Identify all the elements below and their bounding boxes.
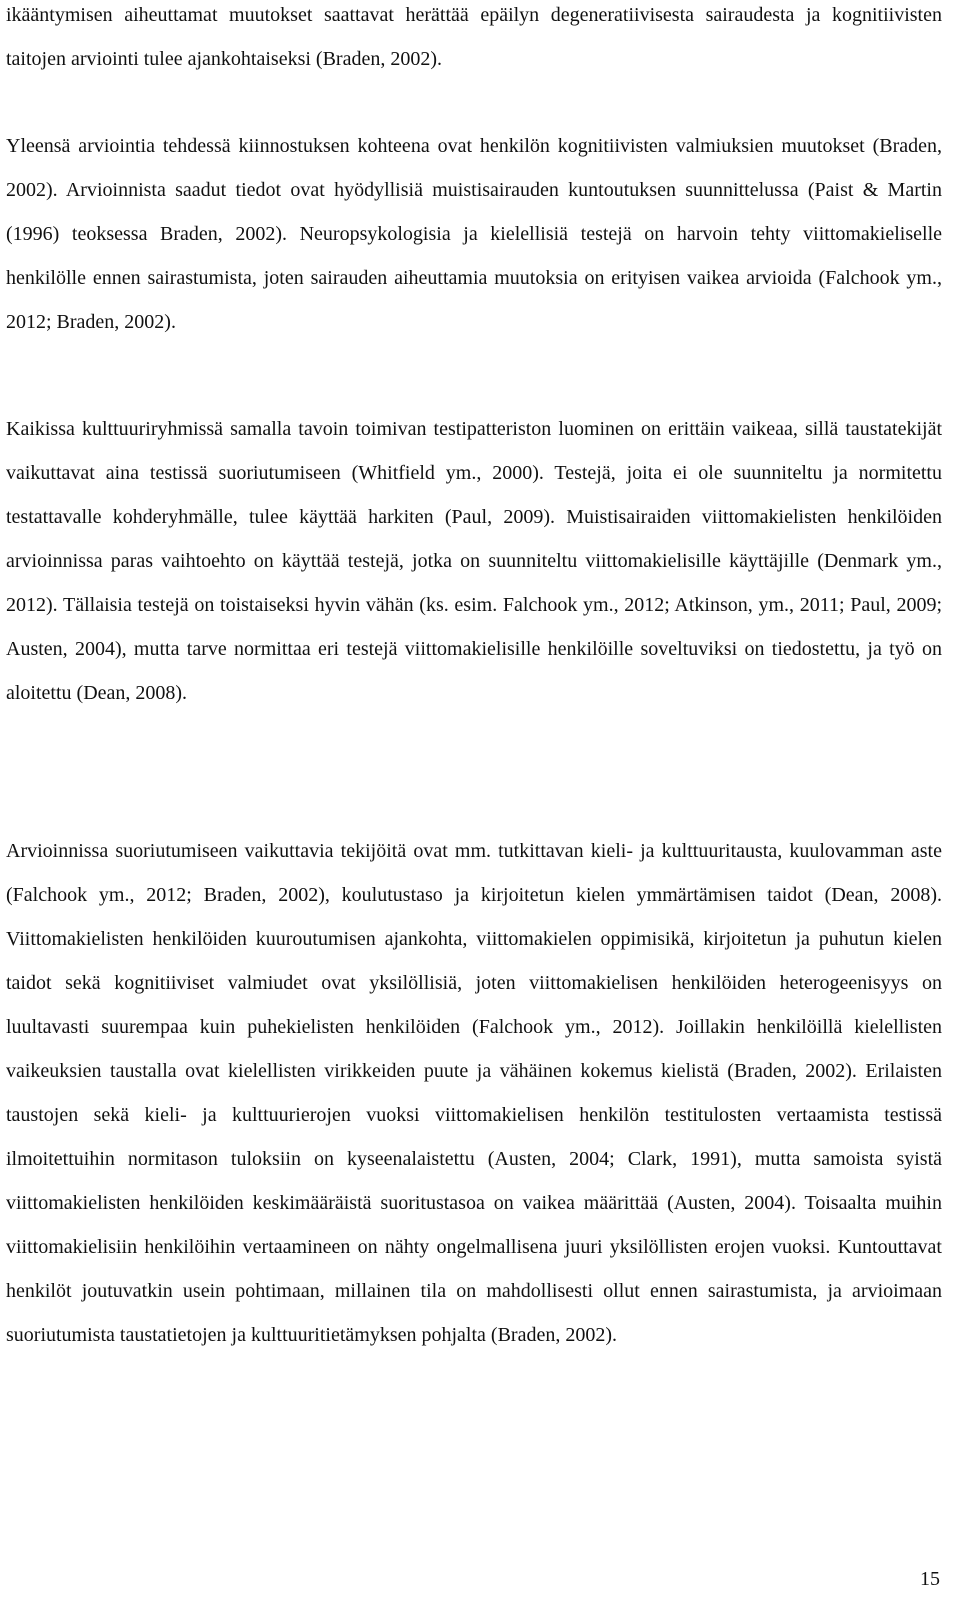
paragraph-4: Arvioinnissa suoriutumiseen vaikuttavia tekijöitä ovat mm. tutkittavan kieli- ja kulttuuritausta, kuulovamman aste (Falchook ym., 2012; Braden, 2002), koulutustaso ja kirjoitetun kielen ymmärtämisen taidot (Dean, 2008). Viittomakielisten henkilöiden kuuroutumisen ajankohta, viittomakielen oppimisikä, kirjoitetun ja puhutun kielen taidot sekä kognitiiviset valmiudet ovat yksilöllisiä, joten viittomakielisen henkilöiden heterogeenisyys on luultavasti suurempaa kuin puhekielisten henkilöiden (Falchook ym., 2012). Joillakin henkilöillä kielellisten vaikeuksien taustalla ovat kielellisten virikkeiden puute ja vähäinen kokemus kielistä (Braden, 2002). Erilaisten taustojen sekä kieli- ja kulttuurierojen vuoksi viittomakielisen henkilön testitulosten vertaamista testissä ilmoitettuihin normitason tuloksiin on kyseenalaistettu (Austen, 2004; Clark, 1991), mutta samoista syistä viittomakielisten henkilöiden keskimääräistä suoritustasoa on vaikea määrittää (Austen, 2004). Toisaalta muihin viittomakielisiin henkilöihin vertaamineen on nähty ongelmallisena juuri yksilöllisten erojen vuoksi. Kuntouttavat henkilöt joutuvatkin usein pohtimaan, millainen tila on mahdollisesti ollut ennen sairastumista, ja arvioimaan suoriutumista taustatietojen ja kulttuuritietämyksen pohjalta (Braden, 2002). bbox=[6, 840, 942, 1346]
paragraph-2: Yleensä arviointia tehdessä kiinnostuksen kohteena ovat henkilön kognitiivisten valmiuksien muutokset (Braden, 2002). Arvioinnista saadut tiedot ovat hyödyllisiä muistisairauden kuntoutuksen suunnittelussa (Paist & Martin (1996) teoksessa Braden, 2002). Neuropsykologisia ja kielellisiä testejä on harvoin tehty viittomakieliselle henkilölle ennen sairastumista, joten sairauden aiheuttamia muutoksia on erityisen vaikea arvioida (Falchook ym., 2012; Braden, 2002). bbox=[6, 135, 942, 333]
paragraph-3: Kaikissa kulttuuriryhmissä samalla tavoin toimivan testipatteriston luominen on erittäin vaikeaa, sillä taustatekijät vaikuttavat aina testissä suoriutumiseen (Whitfield ym., 2000). Testejä, joita ei ole suunniteltu ja normitettu testattavalle kohderyhmälle, tulee käyttää harkiten (Paul, 2009). Muistisairaiden viittomakielisten henkilöiden arvioinnissa paras vaihtoehto on käyttää testejä, jotka on suunniteltu viittomakielisille käyttäjille (Denmark ym., 2012). Tällaisia testejä on toistaiseksi hyvin vähän (ks. esim. Falchook ym., 2012; Atkinson, ym., 2011; Paul, 2009; Austen, 2004), mutta tarve normittaa eri testejä viittomakielisille henkilöille soveltuviksi on tiedostettu, ja työ on aloitettu (Dean, 2008). bbox=[6, 418, 942, 704]
page-number: 15 bbox=[920, 1568, 940, 1590]
paragraph-1: ikääntymisen aiheuttamat muutokset saattavat herättää epäilyn degeneratiivisesta sairaudesta ja kognitiivisten taitojen arviointi tulee ajankohtaiseksi (Braden, 2002). bbox=[6, 4, 942, 70]
